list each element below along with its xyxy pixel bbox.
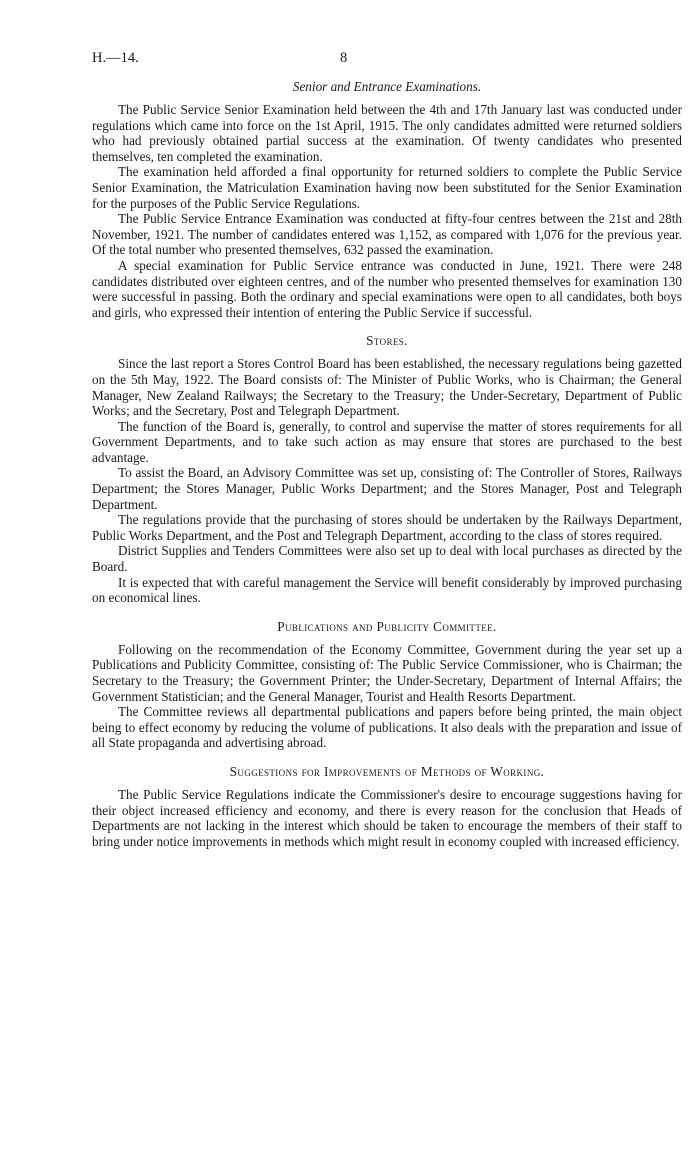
- paragraph: The Committee reviews all departmental publications and papers before being printed, the main object being to effect economy by reducing the volume of publications. It also deals with the preparation and issue of all State propaganda and advertising abroad.: [92, 704, 682, 751]
- section-heading-stores: Stores.: [366, 333, 408, 349]
- spacer: [92, 606, 682, 618]
- paragraph: It is expected that with careful management the Service will benefit considerably by improved purchasing on economical lines.: [92, 574, 682, 606]
- paragraph: A special examination for Public Service entrance was conducted in June, 1921. There were 248 candidates distributed over eighteen centres, and of the number who presented themselves for examination 130 were successful in passing. Both the ordinary and special examinations were open to all candidates, both boys and girls, who expressed their intention of entering the Public Service if successful.: [92, 257, 682, 320]
- spacer: [92, 751, 682, 763]
- document-page: [92, 50, 682, 849]
- spacer: [92, 635, 682, 642]
- page-number: 8: [340, 50, 348, 66]
- paragraph: To assist the Board, an Advisory Committee was set up, consisting of: The Controller of Stores, Railways Department; the Stores Manager, Public Works Department; and the Stores Manager, Post and Telegraph Department.: [92, 465, 682, 512]
- paragraph: The Public Service Regulations indicate the Commissioner's desire to encourage suggestions having for their object increased efficiency and economy, and there is every reason for the conclusion that Heads of Departments are not lacking in the interest which should be taken to encourage the members of their staff to bring under notice improvements in methods which might result in economy coupled with increased efficiency.: [92, 786, 682, 849]
- paragraph: District Supplies and Tenders Committees were also set up to deal with local purchases as directed by the Board.: [92, 543, 682, 575]
- paragraph: Following on the recommendation of the Economy Committee, Government during the year set up a Publications and Publicity Committee, consisting of: The Public Service Commissioner, who is Chairman; the Secretary to the Treasury; the Government Printer; the Under-Secretary, Department of Internal Affairs; the Government Statistician; and the General Manager, Tourist and Health Resorts Department.: [92, 641, 682, 704]
- report-reference: H.—14.: [92, 50, 139, 66]
- paragraph: The examination held afforded a final opportunity for returned soldiers to complete the Public Service Senior Examination, the Matriculation Examination having now been substituted for the Senior Examination for the purposes of the Public Service Regulations.: [92, 164, 682, 211]
- spacer: [92, 349, 682, 356]
- spacer: [92, 95, 682, 102]
- spacer: [92, 320, 682, 332]
- section-heading-publications: Publications and Publicity Committee.: [277, 618, 497, 634]
- paragraph: The function of the Board is, generally, to control and supervise the matter of stores requirements for all Government Departments, and to take such action as may ensure that stores are purchased to the best advantage.: [92, 418, 682, 465]
- page-header: [92, 50, 682, 78]
- paragraph: Since the last report a Stores Control Board has been established, the necessary regulations being gazetted on the 5th May, 1922. The Board consists of: The Minister of Public Works, who is Chairman; the General Manager, New Zealand Railways; the Secretary to the Treasury; the Under-Secretary, Department of Public Works; and the Secretary, Post and Telegraph Department.: [92, 356, 682, 419]
- paragraph: The Public Service Senior Examination held between the 4th and 17th January last was conducted under regulations which came into force on the 1st April, 1915. The only candidates admitted were returned soldiers who had previously obtained partial success at the examination. Of twenty candidates who presented themselves, ten completed the examination.: [92, 102, 682, 164]
- section-heading-examinations: Senior and Entrance Examinations.: [292, 79, 482, 94]
- spacer: [92, 780, 682, 787]
- paragraph: The Public Service Entrance Examination was conducted at fifty-four centres between the 21st and 28th November, 1921. The number of candidates entered was 1,152, as compared with 1,076 for the previous year. Of the total number who presented themselves, 632 passed the examination.: [92, 211, 682, 258]
- section-heading-suggestions: Suggestions for Improvements of Methods of Working.: [229, 763, 545, 779]
- paragraph: The regulations provide that the purchasing of stores should be undertaken by the Railways Department, Public Works Department, and the Post and Telegraph Department, according to the class of stores required.: [92, 512, 682, 543]
